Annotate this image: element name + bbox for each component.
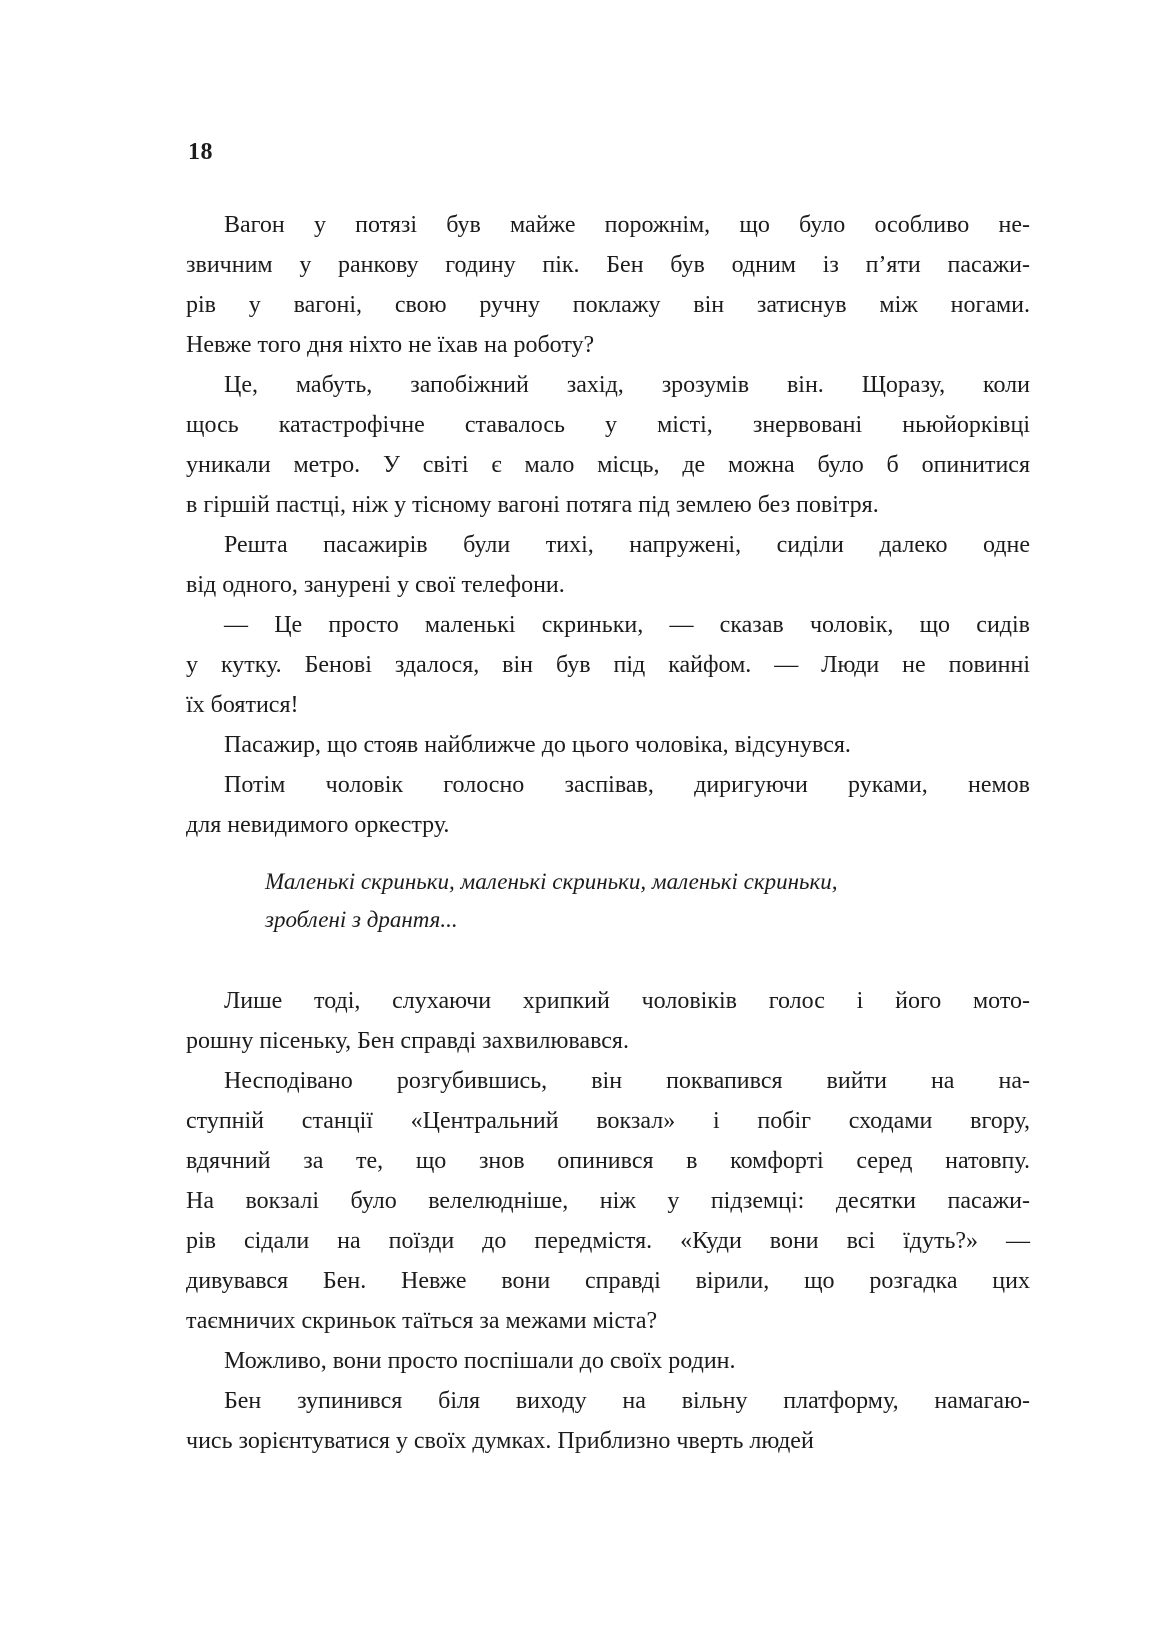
text-line: рошну пісеньку, Бен справді захвилювався.	[186, 1028, 629, 1054]
text-line: таємничих скриньок таїться за межами міста?	[186, 1308, 658, 1334]
paragraph	[186, 1061, 1030, 1341]
text-line: у кутку. Бенові здалося, він був під кайфом. — Люди не повинні	[186, 652, 1030, 678]
text-line: звичним у ранкову годину пік. Бен був одним із п’яти пасажи-	[186, 252, 1030, 278]
paragraph	[186, 981, 1030, 1061]
paragraph	[186, 365, 1030, 525]
text-line: для невидимого оркестру.	[186, 812, 450, 838]
paragraph	[186, 725, 1030, 765]
text-line: Можливо, вони просто поспішали до своїх родин.	[224, 1348, 736, 1374]
text-line: Це, мабуть, запобіжний захід, зрозумів він. Щоразу, коли	[224, 372, 1030, 398]
text-line: Бен зупинився біля виходу на вільну платформу, намагаю-	[224, 1388, 1030, 1414]
text-line: Невже того дня ніхто не їхав на роботу?	[186, 332, 595, 358]
text-line: уникали метро. У світі є мало місць, де можна було б опинитися	[186, 452, 1030, 478]
text-line: Потім чоловік голосно заспівав, диригуючи руками, немов	[224, 772, 1030, 798]
verse-line: зроблені з дрантя...	[265, 907, 458, 932]
text-line: дивувався Бен. Невже вони справді вірили, що розгадка цих	[186, 1268, 1030, 1294]
text-line: рів сідали на поїзди до передмістя. «Куди вони всі їдуть?» —	[186, 1228, 1030, 1254]
verse-line: Маленькі скриньки, маленькі скриньки, маленькі скриньки,	[265, 869, 838, 894]
paragraph	[186, 205, 1030, 365]
verse-block	[265, 863, 1030, 939]
paragraph	[186, 605, 1030, 725]
text-line: щось катастрофічне ставалось у місті, знервовані ньюйорківці	[186, 412, 1030, 438]
text-line: Решта пасажирів були тихі, напружені, сиділи далеко одне	[224, 532, 1030, 558]
text-line: рів у вагоні, свою ручну поклажу він затиснув між ногами.	[186, 292, 1030, 318]
page-number: 18	[188, 139, 213, 165]
text-line: Вагон у потязі був майже порожнім, що було особливо не-	[224, 212, 1030, 238]
paragraph	[186, 1381, 1030, 1461]
text-line: чись зорієнтуватися у своїх думках. Приблизно чверть людей	[186, 1428, 814, 1454]
text-line: від одного, занурені у свої телефони.	[186, 572, 565, 598]
body-text	[186, 205, 1030, 1461]
text-line: Несподівано розгубившись, він поквапився вийти на на-	[224, 1068, 1030, 1094]
paragraph	[186, 525, 1030, 605]
text-line: в гіршій пастці, ніж у тісному вагоні потяга під землею без повітря.	[186, 492, 879, 518]
text-line: На вокзалі було велелюдніше, ніж у підземці: десятки пасажи-	[186, 1188, 1030, 1214]
text-line: — Це просто маленькі скриньки, — сказав чоловік, що сидів	[224, 612, 1030, 638]
text-line: Лише тоді, слухаючи хрипкий чоловіків голос і його мото-	[224, 988, 1030, 1014]
paragraph	[186, 765, 1030, 845]
text-line: вдячний за те, що знов опинився в комфорті серед натовпу.	[186, 1148, 1030, 1174]
paragraph	[186, 1341, 1030, 1381]
text-line: їх боятися!	[186, 692, 299, 718]
text-line: Пасажир, що стояв найближче до цього чоловіка, відсунувся.	[224, 732, 851, 758]
text-line: ступній станції «Центральний вокзал» і побіг сходами вгору,	[186, 1108, 1030, 1134]
